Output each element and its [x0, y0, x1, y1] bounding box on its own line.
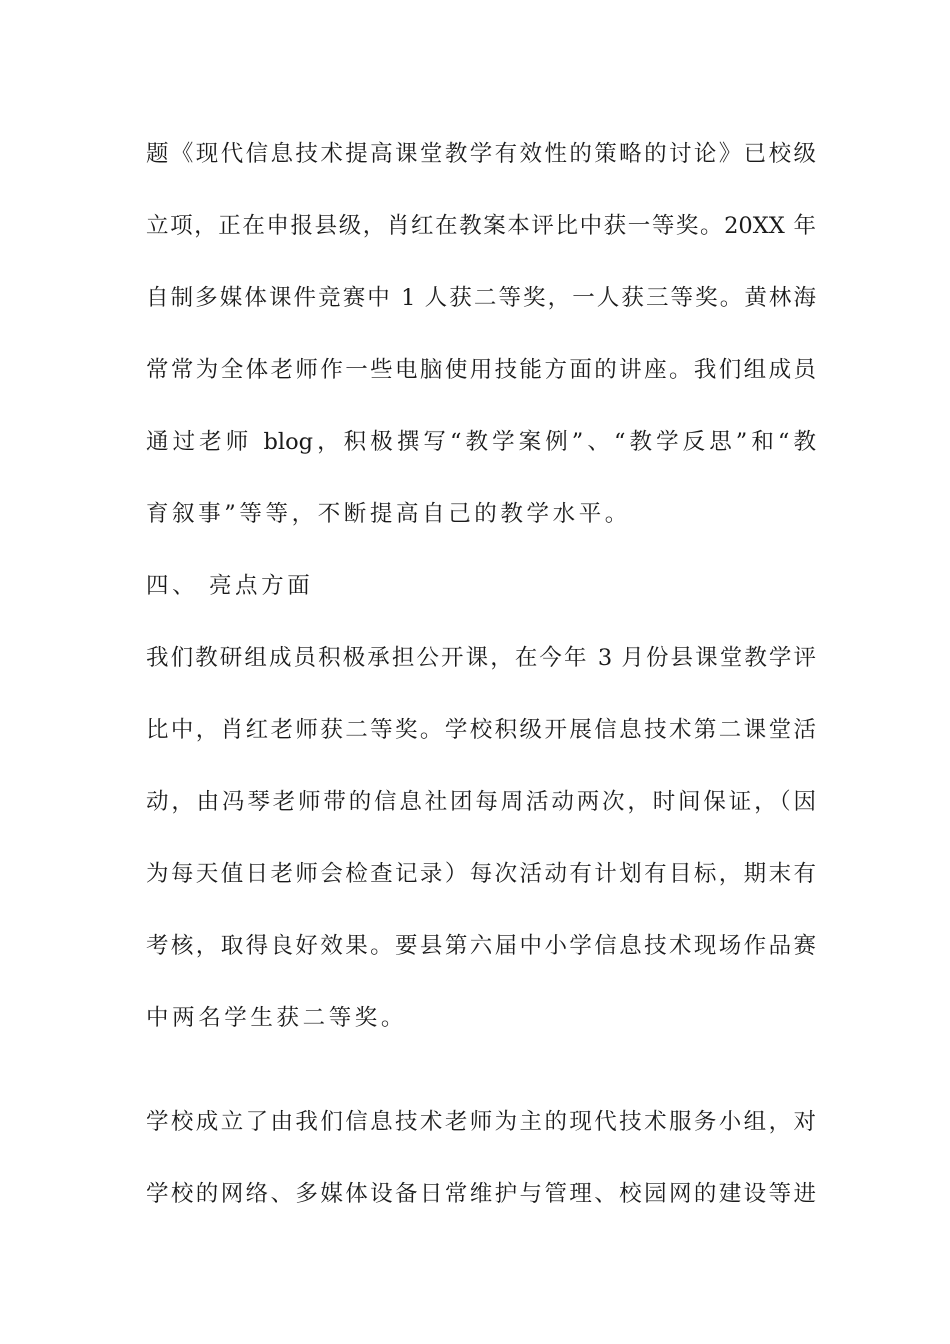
paragraph-line: 题《现代信息技术提高课堂教学有效性的策略的讨论》已校级 [146, 141, 816, 167]
paragraph-line: 我们教研组成员积极承担公开课，在今年 3 月份县课堂教学评 [146, 645, 816, 671]
paragraph-line: 为每天值日老师会检查记录）每次活动有计划有目标，期末有 [146, 861, 816, 887]
paragraph-line: 自制多媒体课件竞赛中 1 人获二等奖，一人获三等奖。黄林海 [146, 285, 816, 311]
paragraph-line: 立项，正在申报县级，肖红在教案本评比中获一等奖。20XX 年 [146, 213, 816, 239]
paragraph-line: 学校成立了由我们信息技术老师为主的现代技术服务小组，对 [146, 1109, 816, 1135]
paragraph-line: 考核，取得良好效果。要县第六届中小学信息技术现场作品赛 [146, 933, 816, 959]
paragraph-line: 比中，肖红老师获二等奖。学校积级开展信息技术第二课堂活 [146, 717, 816, 743]
paragraph-line: 育叙事”等等，不断提高自己的教学水平。 [146, 501, 631, 527]
section-heading: 四、 亮点方面 [146, 573, 314, 599]
paragraph-line: 常常为全体老师作一些电脑使用技能方面的讲座。我们组成员 [146, 357, 816, 383]
paragraph-line: 动，由冯琴老师带的信息社团每周活动两次，时间保证，（因 [146, 789, 816, 815]
paragraph-line: 中两名学生获二等奖。 [146, 1005, 408, 1031]
paragraph-line: 通过老师 blog，积极撰写“教学案例”、“教学反思”和“教 [146, 429, 816, 455]
paragraph-line: 学校的网络、多媒体设备日常维护与管理、校园网的建设等进 [146, 1181, 816, 1207]
